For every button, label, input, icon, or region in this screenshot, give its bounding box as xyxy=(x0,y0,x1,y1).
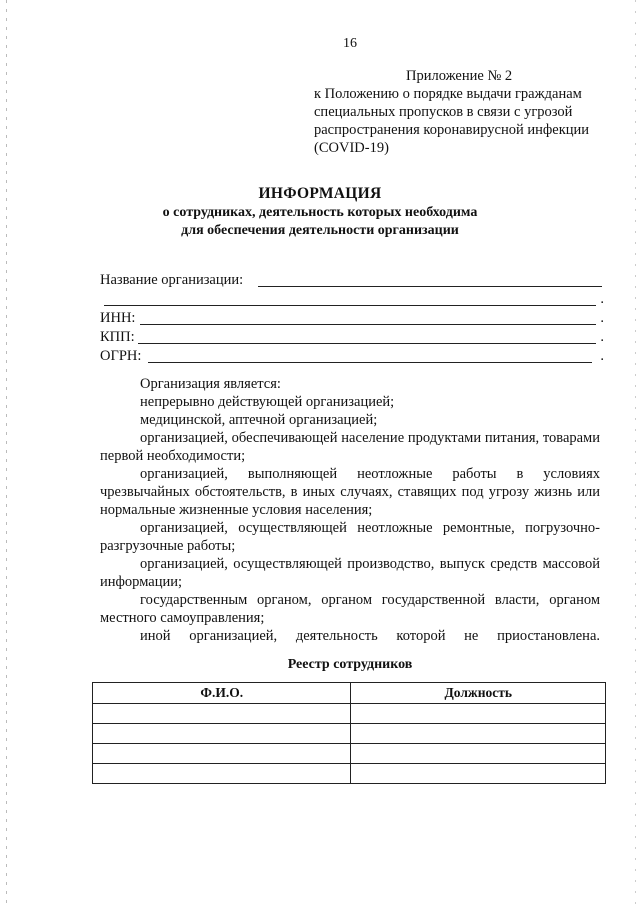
table-header-row xyxy=(93,683,606,704)
org-type-item: медицинской, аптечной организацией; xyxy=(140,412,378,428)
kpp-label: КПП: xyxy=(100,329,135,345)
ogrn-label: ОГРН: xyxy=(100,348,142,364)
org-type-item: непрерывно действующей организацией; xyxy=(140,394,395,410)
document-subtitle-line: о сотрудниках, деятельность которых необходима xyxy=(162,205,478,220)
organization-fields xyxy=(100,271,602,366)
org-name-field-continuation[interactable] xyxy=(104,305,596,306)
employee-registry-table xyxy=(92,682,606,784)
ogrn-field[interactable] xyxy=(148,362,592,363)
document-heading xyxy=(0,184,640,240)
fio-cell[interactable] xyxy=(93,764,351,784)
position-cell[interactable] xyxy=(351,744,606,764)
kpp-field[interactable] xyxy=(138,343,596,344)
table-row xyxy=(93,704,606,724)
ogrn-row xyxy=(100,347,602,366)
inn-row xyxy=(100,309,602,328)
fio-cell[interactable] xyxy=(93,724,351,744)
org-name-continuation-row xyxy=(100,290,602,309)
line-end-dot: . xyxy=(600,291,604,307)
org-type-item: организацией, осуществляющей производство, выпуск средств массовой информации; xyxy=(100,556,600,590)
column-header-position: Должность xyxy=(351,683,606,704)
inn-field[interactable] xyxy=(140,324,596,325)
page-number: 16 xyxy=(343,36,357,51)
scan-left-edge xyxy=(6,0,7,905)
appendix-block xyxy=(314,67,614,157)
org-types-intro: Организация является: xyxy=(140,376,281,392)
fio-cell[interactable] xyxy=(93,704,351,724)
position-cell[interactable] xyxy=(351,764,606,784)
line-end-dot: . xyxy=(600,348,604,364)
fio-cell[interactable] xyxy=(93,744,351,764)
position-cell[interactable] xyxy=(351,704,606,724)
inn-label: ИНН: xyxy=(100,310,136,326)
appendix-line: специальных пропусков в связи с угрозой xyxy=(314,104,573,120)
scan-right-edge xyxy=(635,0,636,905)
line-end-dot: . xyxy=(600,310,604,326)
appendix-title: Приложение № 2 xyxy=(406,68,513,84)
registry-title: Реестр сотрудников xyxy=(287,657,413,672)
org-name-label: Название организации: xyxy=(100,272,244,288)
org-name-row xyxy=(100,271,602,290)
appendix-line: распространения коронавирусной инфекции xyxy=(314,122,590,138)
org-type-item: иной организацией, деятельность которой не приостановлена. xyxy=(140,628,600,644)
table-row xyxy=(93,744,606,764)
kpp-row xyxy=(100,328,602,347)
table-row xyxy=(93,724,606,744)
column-header-fio: Ф.И.О. xyxy=(93,683,351,704)
org-type-item: организацией, осуществляющей неотложные ремонтные, погрузочно-разгрузочные работы; xyxy=(100,520,600,554)
line-end-dot: . xyxy=(600,329,604,345)
document-subtitle-line: для обеспечения деятельности организации xyxy=(181,223,459,238)
appendix-line: к Положению о порядке выдачи гражданам xyxy=(314,86,582,102)
document-title: ИНФОРМАЦИЯ xyxy=(258,185,382,202)
org-name-field[interactable] xyxy=(258,286,602,287)
org-type-item: организацией, обеспечивающей население продуктами питания, товарами первой необходимости; xyxy=(100,430,600,464)
org-type-item: организацией, выполняющей неотложные работы в условиях чрезвычайных обстоятельств, в иных случаях, ставящих под угрозу жизнь или нормальные жизненные условия населения; xyxy=(100,466,600,518)
table-row xyxy=(93,764,606,784)
org-type-item: государственным органом, органом государственной власти, органом местного самоуправления; xyxy=(100,592,600,626)
position-cell[interactable] xyxy=(351,724,606,744)
organization-types xyxy=(100,375,600,645)
appendix-line: (COVID-19) xyxy=(314,140,389,156)
